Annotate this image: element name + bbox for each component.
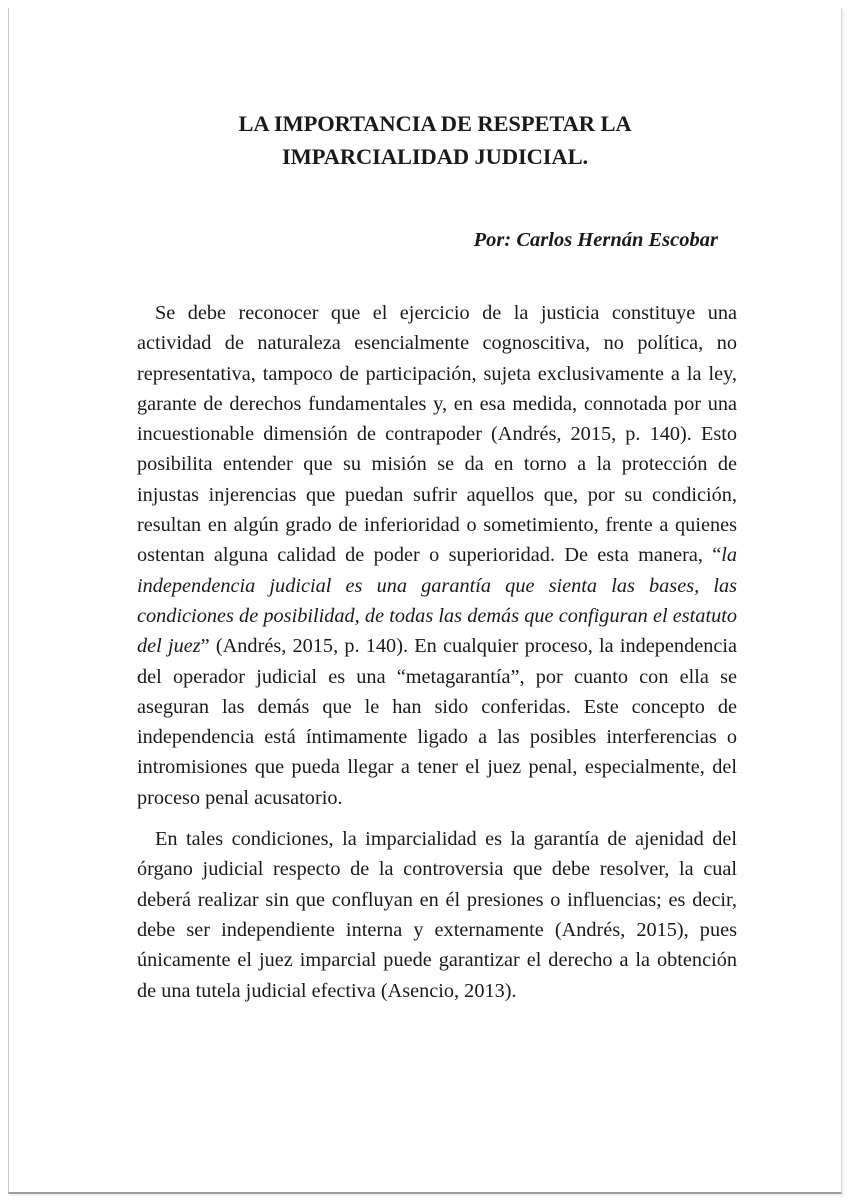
italic-quote: la independencia judicial es una garantía que sienta las bases, las condiciones de posibilidad, de todas las demás que configuran el estatuto del juez	[137, 544, 737, 658]
paragraph-1-part-2: ” (Andrés, 2015, p. 140). En cualquier proceso, la independencia del operador judicial es una “metagarantía”, por cuanto con ella se aseguran las demás que le han sido conferidas. Este concepto de independencia está íntimamente ligado a las posibles interferencias o intromisiones que pueda llegar a tener el juez penal, especialmente, del proceso penal acusatorio.	[137, 635, 737, 809]
document-page	[8, 8, 842, 1194]
paragraph-1	[137, 298, 737, 813]
author-byline: Por: Carlos Hernán Escobar	[473, 229, 718, 251]
title-line-2: IMPARCIALIDAD JUDICIAL.	[281, 144, 589, 169]
title-line-1: LA IMPORTANCIA DE RESPETAR LA	[238, 111, 632, 136]
document-title	[89, 107, 781, 173]
paragraph-2: En tales condiciones, la imparcialidad es la garantía de ajenidad del órgano judicial respecto de la controversia que debe resolver, la cual deberá realizar sin que confluyan en él presiones o influencias; es decir, debe ser independiente interna y externamente (Andrés, 2015), pues únicamente el juez imparcial puede garantizar el derecho a la obtención de una tutela judicial efectiva (Asencio, 2013).	[137, 828, 737, 1002]
paragraph-1-part-1: Se debe reconocer que el ejercicio de la justicia constituye una actividad de naturaleza esencialmente cognoscitiva, no política, no representativa, tampoco de participación, sujeta exclusivamente a la ley, garante de derechos fundamentales y, en esa medida, connotada por una incuestionable dimensión de contrapoder (Andrés, 2015, p. 140). Esto posibilita entender que su misión se da en torno a la protección de injustas injerencias que puedan sufrir aquellos que, por su condición, resultan en algún grado de inferioridad o sometimiento, frente a quienes ostentan alguna calidad de poder o superioridad. De esta manera, “	[137, 302, 737, 567]
article-body	[137, 298, 737, 1006]
